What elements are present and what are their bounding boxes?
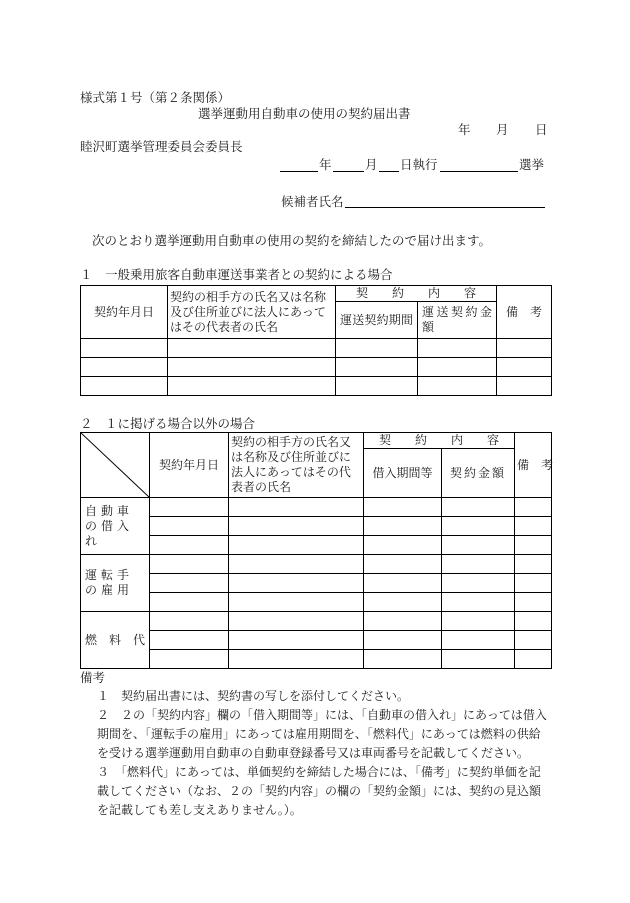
s2-cell[interactable] bbox=[150, 593, 229, 612]
s2-cell[interactable] bbox=[442, 612, 515, 631]
addressee: 睦沢町選挙管理委員会委員長 bbox=[80, 139, 243, 154]
s1-header-contract: 契 約 内 容 bbox=[336, 286, 497, 302]
submit-year-label: 年 bbox=[458, 122, 471, 137]
election-month-blank[interactable] bbox=[333, 171, 364, 172]
s2-cell[interactable] bbox=[442, 536, 515, 555]
candidate-name-blank[interactable] bbox=[345, 207, 545, 208]
s1-cell[interactable] bbox=[497, 358, 552, 377]
s1-cell[interactable] bbox=[336, 377, 418, 396]
s1-cell[interactable] bbox=[418, 339, 497, 358]
s1-cell[interactable] bbox=[418, 358, 497, 377]
s2-cell[interactable] bbox=[442, 593, 515, 612]
s2-cell[interactable] bbox=[515, 631, 552, 650]
section1-table bbox=[80, 285, 552, 396]
intro-text: 次のとおり選挙運動用自動車の使用の契約を締結したので届け出ます。 bbox=[92, 233, 492, 248]
s2-diagonal-corner bbox=[81, 433, 150, 498]
s2-cell[interactable] bbox=[150, 536, 229, 555]
s2-cell[interactable] bbox=[229, 631, 364, 650]
s2-cell[interactable] bbox=[515, 593, 552, 612]
election-month-label: 月 bbox=[365, 157, 378, 172]
election-day-blank[interactable] bbox=[379, 171, 399, 172]
s2-cell[interactable] bbox=[364, 631, 442, 650]
s2-cell[interactable] bbox=[515, 574, 552, 593]
s2-cell[interactable] bbox=[364, 536, 442, 555]
s2-header-remarks: 備 考 bbox=[515, 433, 552, 498]
s2-cell[interactable] bbox=[515, 517, 552, 536]
s2-cell[interactable] bbox=[364, 574, 442, 593]
election-day-label: 日執行 bbox=[400, 157, 438, 172]
s1-header-amount: 運送契約金額 bbox=[418, 302, 497, 339]
s1-cell[interactable] bbox=[168, 339, 336, 358]
s2-row-label-driver: 運転手の雇用 bbox=[81, 555, 150, 612]
s2-cell[interactable] bbox=[442, 555, 515, 574]
s2-cell[interactable] bbox=[229, 650, 364, 669]
s2-cell[interactable] bbox=[364, 517, 442, 536]
s1-cell[interactable] bbox=[336, 358, 418, 377]
remarks-title: 備考 bbox=[80, 670, 106, 685]
s1-cell[interactable] bbox=[497, 377, 552, 396]
s2-cell[interactable] bbox=[150, 555, 229, 574]
s2-header-period: 借入期間等 bbox=[364, 449, 442, 498]
form-number: 様式第１号（第２条関係） bbox=[80, 90, 231, 105]
candidate-name-label: 候補者氏名 bbox=[281, 194, 344, 209]
submit-month-label: 月 bbox=[496, 122, 509, 137]
s1-cell[interactable] bbox=[168, 358, 336, 377]
s2-cell[interactable] bbox=[515, 555, 552, 574]
s1-header-party: 契約の相手方の氏名又は名称及び住所並びに法人にあってはその代表者の氏名 bbox=[168, 286, 336, 339]
s2-cell[interactable] bbox=[150, 498, 229, 517]
s1-header-remarks: 備 考 bbox=[497, 286, 552, 339]
document-title: 選挙運動用自動車の使用の契約届出書 bbox=[198, 106, 411, 121]
section1-heading: １ 一般乗用旅客自動車運送事業者との契約による場合 bbox=[80, 267, 393, 282]
s2-header-contract: 契 約 内 容 bbox=[364, 433, 515, 449]
s2-cell[interactable] bbox=[364, 612, 442, 631]
s2-cell[interactable] bbox=[229, 517, 364, 536]
s2-cell[interactable] bbox=[229, 555, 364, 574]
s2-cell[interactable] bbox=[229, 612, 364, 631]
s2-row-label-fuel: 燃 料 代 bbox=[81, 612, 150, 669]
s1-cell[interactable] bbox=[81, 358, 168, 377]
s2-cell[interactable] bbox=[150, 517, 229, 536]
s2-cell[interactable] bbox=[150, 631, 229, 650]
remark-item-2: ２ ２の「契約内容」欄の「借入期間等」には、「自動車の借入れ」にあっては借入期間を、「運転手の雇用」にあっては雇用期間を、「燃料代」にあっては燃料の供給を受ける選挙運動用自動車の自動車登録番号又は車両番号を記載してください。 bbox=[97, 708, 547, 760]
s2-cell[interactable] bbox=[364, 650, 442, 669]
s2-cell[interactable] bbox=[229, 498, 364, 517]
s2-cell[interactable] bbox=[229, 574, 364, 593]
s2-cell[interactable] bbox=[442, 631, 515, 650]
s2-cell[interactable] bbox=[515, 612, 552, 631]
section2-table bbox=[80, 432, 552, 669]
s1-header-date: 契約年月日 bbox=[81, 286, 168, 339]
s2-header-date: 契約年月日 bbox=[150, 433, 229, 498]
s2-cell[interactable] bbox=[229, 593, 364, 612]
s2-cell[interactable] bbox=[229, 536, 364, 555]
s2-cell[interactable] bbox=[442, 574, 515, 593]
s2-cell[interactable] bbox=[364, 593, 442, 612]
s2-cell[interactable] bbox=[515, 650, 552, 669]
s2-cell[interactable] bbox=[442, 517, 515, 536]
s2-cell[interactable] bbox=[364, 498, 442, 517]
submit-day-label: 日 bbox=[535, 122, 548, 137]
s2-header-amount: 契約金額 bbox=[442, 449, 515, 498]
s1-cell[interactable] bbox=[497, 339, 552, 358]
s2-header-party: 契約の相手方の氏名又は名称及び住所並びに法人にあってはその代表者の氏名 bbox=[229, 433, 364, 498]
election-year-blank[interactable] bbox=[280, 171, 318, 172]
s1-header-period: 運送契約期間 bbox=[336, 302, 418, 339]
section2-heading: ２ １に掲げる場合以外の場合 bbox=[80, 416, 256, 431]
s1-cell[interactable] bbox=[418, 377, 497, 396]
s2-cell[interactable] bbox=[515, 498, 552, 517]
s2-cell[interactable] bbox=[515, 536, 552, 555]
s2-cell[interactable] bbox=[150, 574, 229, 593]
s1-cell[interactable] bbox=[81, 377, 168, 396]
election-label: 選挙 bbox=[519, 157, 545, 172]
s2-cell[interactable] bbox=[364, 555, 442, 574]
remark-item-1: １ 契約届出書には、契約書の写しを添付してください。 bbox=[97, 689, 410, 703]
remark-item-3: ３ 「燃料代」にあっては、単価契約を締結した場合には、「備考」に契約単価を記載してください（なお、２の「契約内容」の欄の「契約金額」には、契約の見込額を記載しても差し支えありません。）。 bbox=[97, 765, 542, 817]
s2-row-label-car-rental: 自動車の借入れ bbox=[81, 498, 150, 555]
s1-cell[interactable] bbox=[336, 339, 418, 358]
s2-cell[interactable] bbox=[150, 612, 229, 631]
election-name-blank[interactable] bbox=[440, 171, 518, 172]
s1-cell[interactable] bbox=[81, 339, 168, 358]
election-year-label: 年 bbox=[319, 157, 332, 172]
s2-cell[interactable] bbox=[442, 498, 515, 517]
s2-cell[interactable] bbox=[150, 650, 229, 669]
s1-cell[interactable] bbox=[168, 377, 336, 396]
s2-cell[interactable] bbox=[442, 650, 515, 669]
